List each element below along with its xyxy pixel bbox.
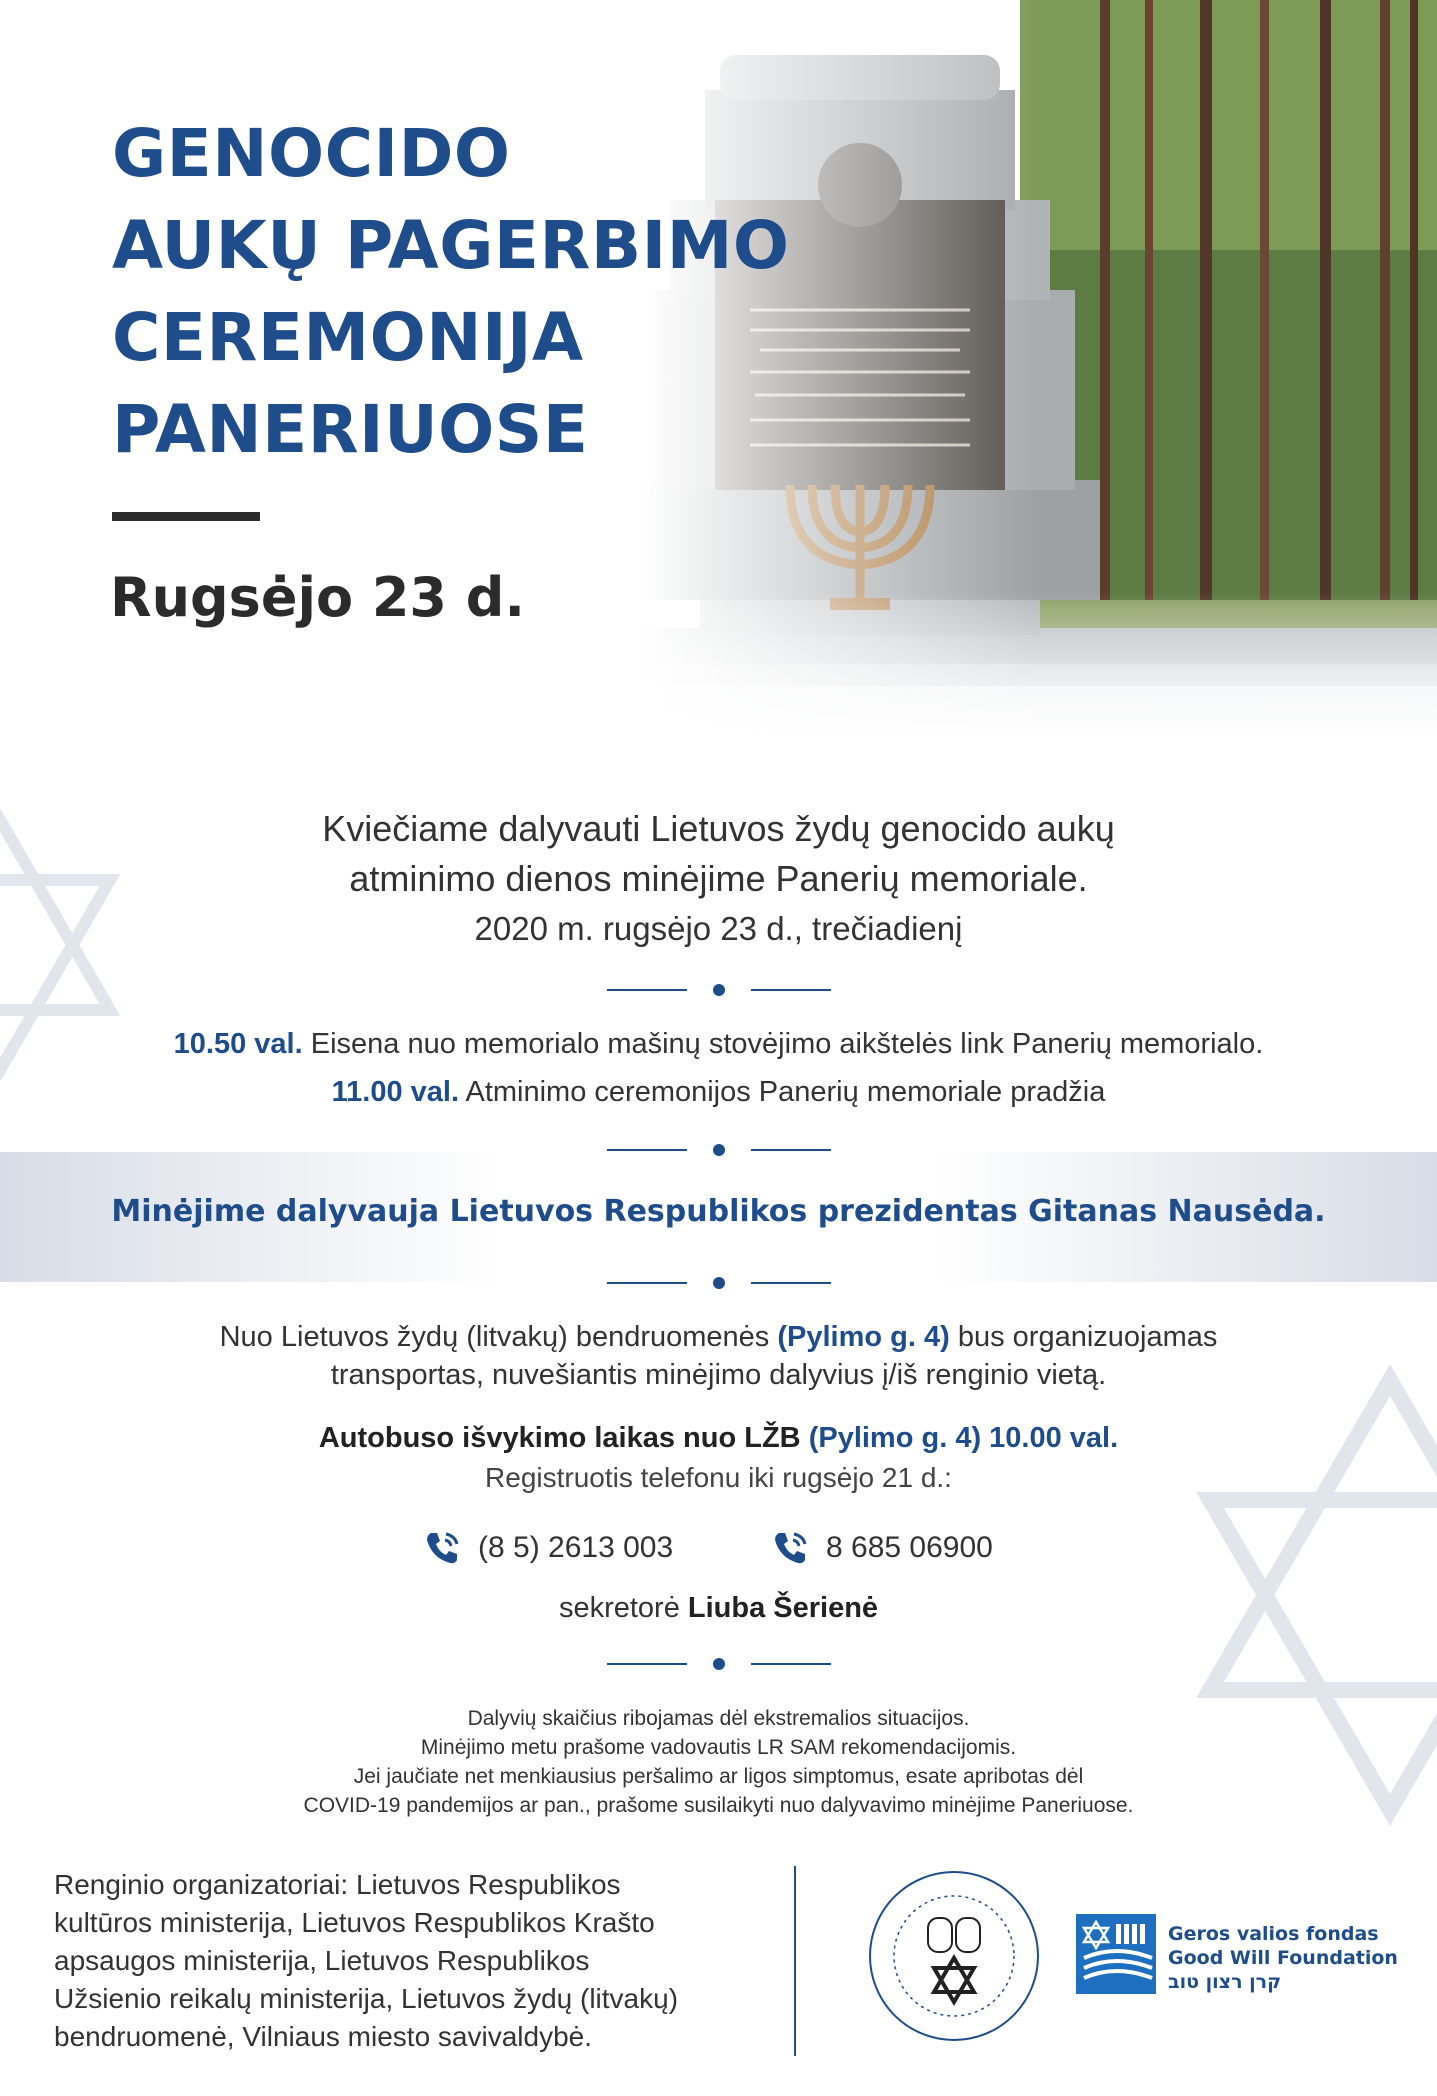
notice-line: Minėjimo metu prašome vadovautis LR SAM rekomendacijomis. [420,1736,1017,1759]
section-divider [0,1657,1437,1671]
transport-text: transportas, nuvešiantis minėjimo dalyvius į/iš renginio vietą. [330,1359,1107,1391]
invitation-text [0,804,1437,904]
schedule-text: Eisena nuo memorialo mašinų stovėjimo aikštelės link Panerių memorialo. [302,1028,1264,1060]
phone-number: 8 685 06900 [826,1531,993,1564]
section-divider [0,983,1437,997]
organizers [54,1866,754,2056]
event-date: Rugsėjo 23 d. [110,566,525,629]
section-divider [0,1143,1437,1157]
good-will-foundation-name [1168,1922,1398,1994]
transport-info [0,1318,1437,1394]
page-title [112,108,789,476]
title-line: GENOCIDO [112,115,511,192]
secretary-contact [0,1592,1437,1625]
invitation-line: atminimo dienos minėjime Panerių memoriale. [349,858,1088,899]
organizers-line: Renginio organizatoriai: Lietuvos Respublikos [54,1869,621,1900]
schedule-time: 10.50 val. [173,1028,303,1060]
footer-separator [794,1866,796,2056]
phone-contact[interactable] [422,1526,673,1570]
transport-text: bus organizuojamas [949,1321,1218,1353]
good-will-foundation-logo-icon [1076,1914,1156,1994]
transport-address: (Pylimo g. 4) [777,1321,950,1353]
organizers-line: bendruomenė, Vilniaus miesto savivaldybė. [54,2021,593,2052]
section-divider [0,1276,1437,1290]
schedule-item [0,1020,1437,1068]
phone-number: (8 5) 2613 003 [478,1531,674,1564]
bus-address-time: (Pylimo g. 4) 10.00 val. [808,1422,1119,1454]
schedule-time: 11.00 val. [331,1076,460,1108]
organizers-line: apsaugos ministerija, Lietuvos Respublikos [54,1945,590,1976]
bus-label: Autobuso išvykimo laikas nuo LŽB [318,1422,809,1454]
invitation-date: 2020 m. rugsėjo 23 d., trečiadienį [474,910,963,947]
secretary-label: sekretorė [558,1592,688,1624]
phone-icon [422,1528,462,1568]
jewish-community-of-lithuania-seal-icon [864,1866,1044,2046]
schedule-item [0,1068,1437,1116]
invitation-line: Kviečiame dalyvauti Lietuvos žydų genocido aukų [322,808,1115,849]
gvf-name-he: קרן רצון טוב [1168,1971,1282,1993]
title-line: AUKŲ PAGERBIMO [112,207,790,284]
bus-departure [0,1422,1437,1455]
phone-contact[interactable] [770,1526,993,1570]
notice-line: Jei jaučiate net menkiausius peršalimo ar ligos simptomus, esate apribotas dėl [353,1765,1084,1788]
registration-note: Registruotis telefonu iki rugsėjo 21 d.: [485,1462,952,1493]
title-line: PANERIUOSE [112,391,589,468]
covid-notice [0,1704,1437,1820]
secretary-name: Liuba Šerienė [687,1592,879,1624]
title-divider [112,512,260,521]
president-notice: Minėjime dalyvauja Lietuvos Respublikos prezidentas Gitanas Nausėda. [111,1194,1326,1229]
organizers-line: kultūros ministerija, Lietuvos Respublikos Krašto [54,1907,655,1938]
organizers-line: Užsienio reikalų ministerija, Lietuvos žydų (litvakų) [54,1983,679,2014]
title-line: CEREMONIJA [112,299,584,376]
transport-text: Nuo Lietuvos žydų (litvakų) bendruomenės [219,1321,778,1353]
notice-line: COVID-19 pandemijos ar pan., prašome susilaikyti nuo dalyvavimo minėjime Paneriuose. [303,1794,1134,1817]
notice-line: Dalyvių skaičius ribojamas dėl ekstremalios situacijos. [467,1707,970,1730]
schedule-text: Atminimo ceremonijos Panerių memoriale pradžia [459,1076,1106,1108]
phone-icon [770,1528,810,1568]
gvf-name-lt: Geros valios fondas [1168,1923,1379,1945]
gvf-name-en: Good Will Foundation [1168,1947,1398,1969]
